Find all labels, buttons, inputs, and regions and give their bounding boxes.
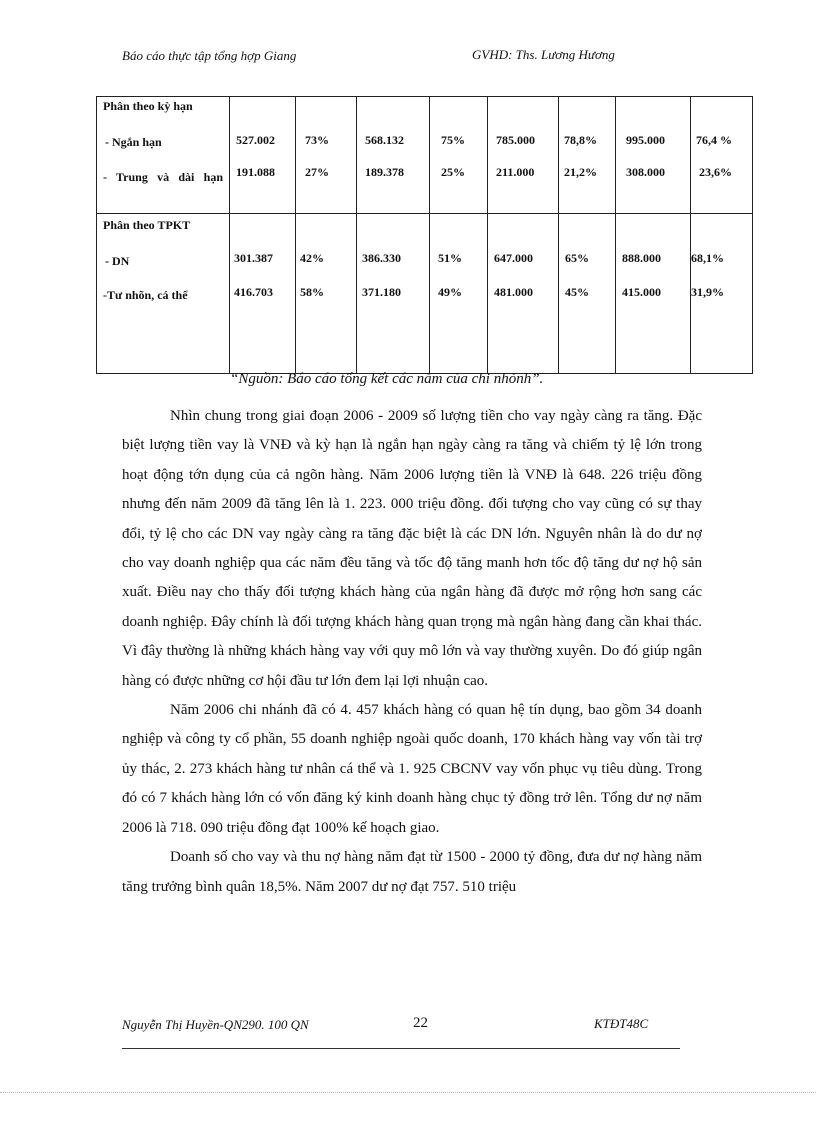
value-cell: 888.000 [622, 251, 661, 265]
footer-divider [122, 1048, 680, 1049]
row-label: -Tư nhõn, cá thể [103, 288, 188, 302]
percent-cell: 25% [441, 165, 465, 179]
page-edge-divider [0, 1092, 816, 1093]
percent-cell: 58% [300, 285, 324, 299]
value-cell: 785.000 [496, 133, 535, 147]
page-number: 22 [413, 1015, 428, 1031]
row-label: - Ngắn hạn [105, 135, 162, 149]
percent-cell: 27% [305, 165, 329, 179]
value-cell: 371.180 [362, 285, 401, 299]
value-cell: 481.000 [494, 285, 533, 299]
percent-cell: 51% [438, 251, 462, 265]
percent-cell: 68,1% [691, 251, 724, 265]
body-text [122, 402, 702, 902]
percent-cell: 76,4 % [696, 133, 732, 147]
header-report-title: Báo cáo thực tập tổng hợp Giang [122, 48, 297, 63]
section-title: Phân theo kỳ hạn [103, 99, 193, 113]
table-source-caption: “Nguồn: Báo cáo tổng kết các năm của chi nhỏnh”. [230, 371, 544, 387]
footer-class-code: KTĐT48C [594, 1016, 649, 1031]
loan-table [96, 96, 753, 374]
percent-cell: 23,6% [699, 165, 732, 179]
table-section-ownership [97, 214, 753, 374]
percent-cell: 21,2% [564, 165, 597, 179]
value-cell: 386.330 [362, 251, 401, 265]
percent-cell: 49% [438, 285, 462, 299]
value-cell: 416.703 [234, 285, 273, 299]
value-cell: 211.000 [496, 165, 535, 179]
value-cell: 189.378 [365, 165, 404, 179]
footer-author: Nguyễn Thị Huyền-QN290. 100 QN [122, 1017, 309, 1032]
value-cell: 191.088 [236, 165, 275, 179]
value-cell: 415.000 [622, 285, 661, 299]
percent-cell: 45% [565, 285, 589, 299]
percent-cell: 75% [441, 133, 465, 147]
table-section-term [97, 97, 753, 214]
section-title: Phân theo TPKT [103, 218, 191, 232]
row-label: - DN [105, 254, 130, 268]
paragraph: Nhìn chung trong giai đoạn 2006 - 2009 số lượng tiền cho vay ngày càng ra tăng. Đặc biệt lượng tiền vay là VNĐ và kỳ hạn là ngắn hạn ngày càng ra tăng và chiếm tỷ lệ lớn trong hoạt động tớn dụng của cả ngõn hàng. Năm 2006 lượng tiền là VNĐ là 648. 226 triệu đồng nhưng đến năm 2009 đã tăng lên là 1. 223. 000 triệu đồng. đối tượng cho vay cũng có sự thay đổi, tỷ lệ cho các DN vay ngày càng ra tăng đặc biệt là các DN lớn. Nguyên nhân là do dư nợ cho vay doanh nghiệp qua các năm đều tăng và tốc độ tăng manh hơn tốc độ tăng dư nợ hộ sản xuất. Điều nay cho thấy đối tượng khách hàng của ngân hàng đã được mở rộng hơn sang các doanh nghiệp. Đây chính là đối tượng khách hàng quan trọng mà ngân hàng đang cần khai thác. Vì đây thường là những khách hàng vay với quy mô lớn và vay thường xuyên. Do đó giúp ngân hàng có được những cơ hội đầu tư lớn đem lại lợi nhuận cao. [122, 408, 702, 689]
value-cell: 301.387 [234, 251, 273, 265]
percent-cell: 73% [305, 133, 329, 147]
paragraph: Năm 2006 chi nhánh đã có 4. 457 khách hàng có quan hệ tín dụng, bao gồm 34 doanh nghiệp và công ty cổ phần, 55 doanh nghiệp ngoài quốc doanh, 170 khách hàng vay vốn tài trợ ủy thác, 2. 273 khách hàng tư nhân cá thể và 1. 925 CBCNV vay vốn phục vụ tiêu dùng. Trong đó có 7 khách hàng lớn có vốn đăng ký kinh doanh hàng chục tỷ đồng trở lên. Tổng dư nợ năm 2006 là 718. 090 triệu đồng đạt 100% kế hoạch giao. [122, 702, 702, 836]
paragraph: Doanh số cho vay và thu nợ hàng năm đạt từ 1500 - 2000 tỷ đồng, đưa dư nợ hàng năm tăng trưởng bình quân 18,5%. Năm 2007 dư nợ đạt 757. 510 triệu [122, 849, 702, 895]
value-cell: 308.000 [626, 165, 665, 179]
percent-cell: 78,8% [564, 133, 597, 147]
row-label: - Trung và dài hạn [103, 170, 223, 184]
value-cell: 527.002 [236, 133, 275, 147]
header-supervisor: GVHD: Ths. Lương Hương [472, 47, 615, 62]
percent-cell: 31,9% [691, 285, 724, 299]
percent-cell: 65% [565, 251, 589, 265]
value-cell: 647.000 [494, 251, 533, 265]
value-cell: 995.000 [626, 133, 665, 147]
percent-cell: 42% [300, 251, 324, 265]
value-cell: 568.132 [365, 133, 404, 147]
